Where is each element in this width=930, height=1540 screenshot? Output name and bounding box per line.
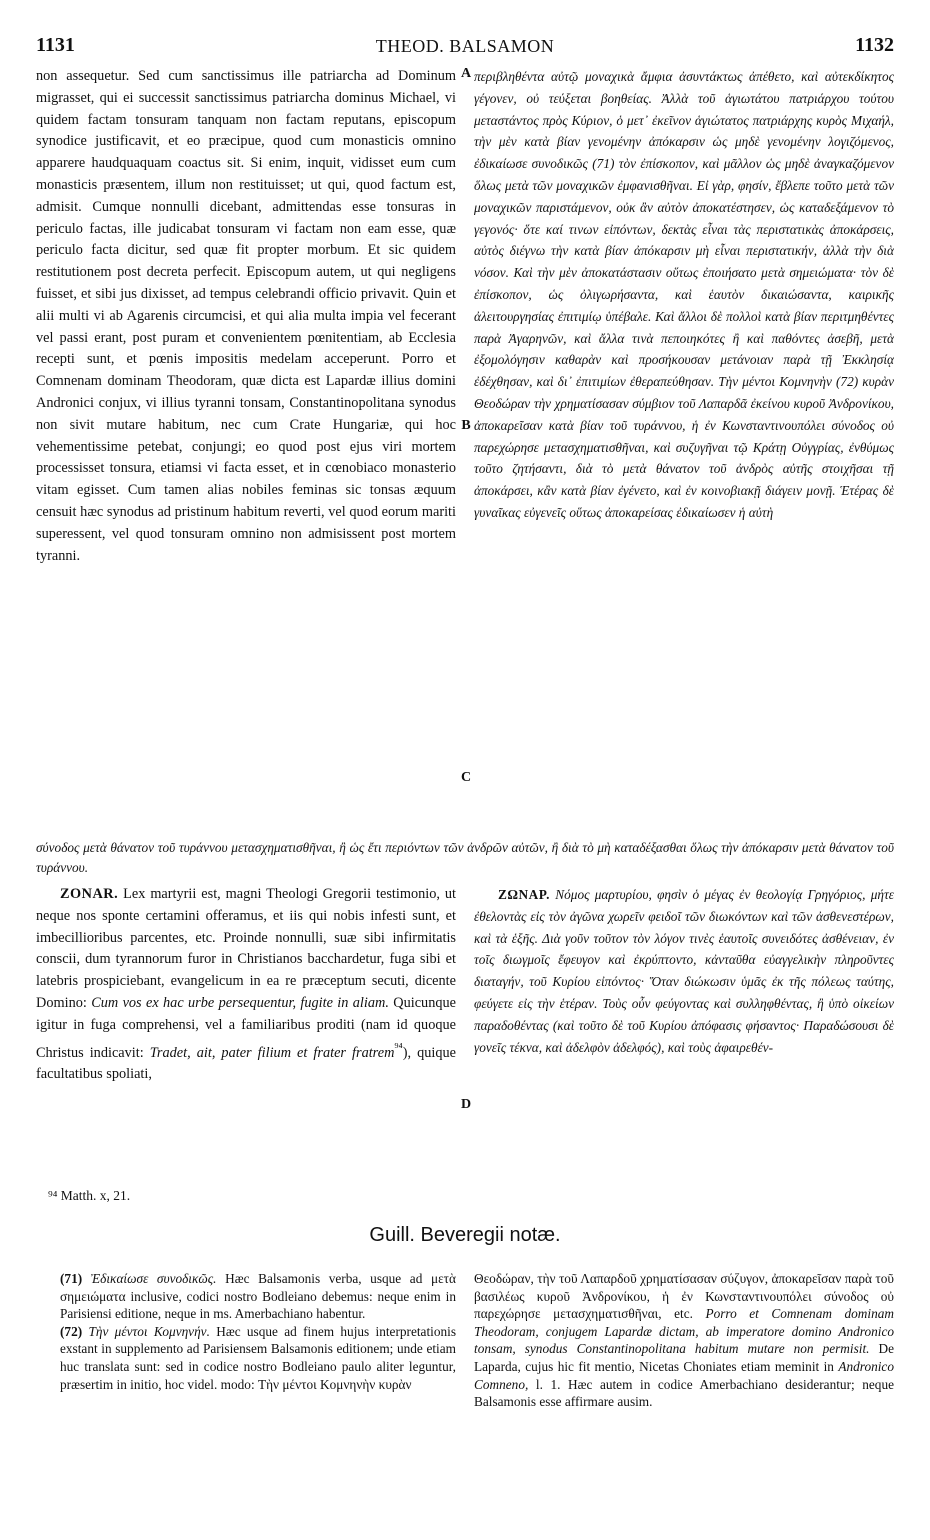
note-continuation xyxy=(474,1270,894,1411)
note-number: (72) xyxy=(60,1323,83,1339)
page-header xyxy=(36,34,894,60)
note-71 xyxy=(60,1270,456,1323)
note-72 xyxy=(60,1323,456,1393)
note-text: Hæc Balsamonis verba, usque ad μετὰ σημειώματα inclusive, codici nostro Bodleiano debemus: neque enim in Parisiensi editione, neque in ms. Amerbachiano habentur. xyxy=(60,1271,456,1322)
latin-column-top xyxy=(36,66,456,836)
greek-paragraph: περιβληθέντα αὐτῷ μοναχικὰ ἄμφια ἀσυντάκτως ἀπέθετο, καὶ αὐτεκδίκητος γέγονεν, οὐ τεύξεται βοηθείας. Ἀλλὰ τοῦ ἁγιωτάτου πατριάρχου τούτου μεταστάντος πρὸς Κύριον, ὁ μετ᾽ ἐκεῖνον ἁγιώτατος πατριάρχης κυρὸς Μιχαήλ, τὴν μὲν κατὰ βίαν γενομένην ἀπόκαρσιν ὡς μηδὲ γενομένην λογιζόμενος, ἐδικαίωσε συνοδικῶς (71) τὸν ἐπίσκοπον, καὶ μᾶλλον ὡς μηδὲ ἀναγκαζόμενον ὅλως μετὰ τῶν μοναχικῶν ἐμφανισθῆναι. Εἰ γὰρ, φησίν, ἔβλεπε τοῦτο μετὰ τῶν μοναχικῶν παριστάμενον, οὐκ ἂν αὐτὸν ἀποκατέστησεν, ὡς καταδεξάμενον τὸ γεγονός· ὅτε καί τινων εἰπόντων, δεκτὰς εἶναι τὰς περιστατικὰς ἀποκάρσεις, αὐτὸς διέγνω τὴν κατὰ βίαν ἀπόκαρσιν μὴ εἶναι περιστατικήν, ἀλλὰ τὴν διὰ νόσον. Καὶ τὴν μὲν ἀποκατάστασιν οὕτως ἐποιήσατο μετὰ σημειώματα· τὸν δὲ ἐπίσκοπον, ὡς ὀλιγωρήσαντα, καὶ ἑαυτὸν δικαιώσαντα, καιρικῆς ἀλειτουργησίας ἐπιτιμίῳ ὑπέβαλε. Καὶ ἄλλοι δὲ πολλοὶ κατὰ βίαν περιτμηθέντες παρὰ Ἀγαρηνῶν, καὶ ἄλλα τινὰ πεποιηκότες ἢ καὶ παθόντες ἀσεβῆ, μετὰ ἐξομολόγησιν καθαρὰν καὶ προσήκουσαν μετάνοιαν παρὰ τῇ Ἐκκλησίᾳ ἐδέχθησαν, καὶ δι᾽ ἐπιτιμίων ἐθεραπεύθησαν. Τὴν μέντοι Κομνηνὴν (72) κυρὰν Θεοδώραν τὴν χρηματίσασαν σύμβιον τοῦ Λαπαρδᾶ ἐκείνου κυροῦ Ἀνδρονίκου, ἀποκαρεῖσαν κατὰ βίαν τοῦ τυράννου, ἡ ἐν Κωνσταντινουπόλει σύνοδος οὐ παρεχώρησε μετασχηματισθῆναι, καὶ συζυγῆναι τῷ Κράτῃ Οὐγγρίας, ἐνθύμως τοῦτο ζητήσαντι, διὰ τὸ μετὰ θάνατον τοῦ ἀνδρὸς αὐτῆς στοιχῆσαι τῇ ἀποκάρσει, κἂν κατὰ βίαν ἐγένετο, καὶ ἐν κοινοβιακῇ διάγειν μονῇ. Ἑτέρας δὲ γυναῖκας εὐγενεῖς οὕτως ἀποκαρείσας ἐδικαίωσεν ἡ αὐτὴ xyxy=(474,69,894,520)
note-lemma: Τὴν μέντοι Κομνηνήν. xyxy=(88,1323,210,1339)
greek-span-paragraph: σύνοδος μετὰ θάνατον τοῦ τυράννου μετασχηματισθῆναι, ἢ ὡς ἔτι περιόντων τῶν ἀνδρῶν αὐτῶν, ἢ διὰ τὸ μὴ καταδέξασθαι ὅλως τὴν ἀπόκαρσιν μετὰ θάνατον τοῦ τυράννου. xyxy=(36,840,894,875)
greek-spanning-text xyxy=(36,838,894,882)
page-number-right: 1132 xyxy=(855,34,894,56)
speaker-label-greek: ΖΩΝΑΡ. xyxy=(498,887,550,902)
note-latin-italic: Porro et Comnenam dominam Theodoram, conjugem Lapardæ dictam, ab imperatore domino Andronico tonsam, synodus Constantinopolitana habitum mutare non permisit. xyxy=(474,1306,894,1357)
latin-quote-2: Tradet, ait, pater filium et frater fratrem xyxy=(149,1044,395,1061)
notes-left-column xyxy=(60,1270,456,1520)
greek-column-bottom xyxy=(474,884,894,1172)
page-number-left: 1131 xyxy=(36,34,75,56)
latin-zonaras-paragraph xyxy=(36,884,456,1086)
greek-text: Νόμος μαρτυρίου, φησὶν ὁ μέγας ἐν θεολογίᾳ Γρηγόριος, μήτε ἐθελοντὰς εἰς τὸν ἀγῶνα χωρεῖν φειδοῖ τῶν διωκόντων καὶ τῶν ἀσθενεστέρων, καὶ τὰ ἑξῆς. Διὰ γοῦν τοῦτον τὸν λόγον τινὲς ἑαυτοῖς συνειδότες ἀσθένειαν, ἐν τοῖς διωγμοῖς ἔφευγον καὶ ἐκρύπτοντο, κἀνταῦθα εὐαγγελικὴν πληροῦντες διαταγήν, τοῦ Κυρίου εἰπόντος· Ὅταν διώκωσιν ὑμᾶς ἐκ τῆς πόλεως ταύτης, φεύγετε εἰς τὴν ἑτέραν. Τοὺς οὖν φεύγοντας καὶ συλληφθέντας, ἢ ὑπὸ οἰκείων παραδοθέντας (καὶ τοῦτο δὲ τοῦ Κυρίου ἀπόφασις φήσαντος· Παραδώσουσι δὲ γονεῖς τέκνα, καὶ ἀδελφὸν ἀδελφός), καὶ τοὺς ἀφαιρεθέν- xyxy=(474,887,894,1055)
latin-quote: Cum vos ex hac urbe persequentur, fugite in aliam. xyxy=(91,994,389,1011)
note-number: (71) xyxy=(60,1271,83,1286)
latin-text-2: Quicunque igitur in fuga comprehensi, vel a familiaribus proditi (nam id quoque Christus indicavit: xyxy=(36,994,456,1061)
note-text: De Laparda, cujus hic fit mentio, Nicetas Choniates etiam meminit in xyxy=(474,1341,894,1374)
speaker-label: ZONAR. xyxy=(60,886,119,902)
footnote: ⁹⁴ Matth. x, 21. xyxy=(48,1188,131,1203)
margin-marker-b: B xyxy=(461,418,471,433)
margin-marker-c: C xyxy=(460,770,472,785)
latin-paragraph: non assequetur. Sed cum sanctissimus ille patriarcha ad Dominum migrasset, qui ei successit sanctissimus patriarcha dominus Michael, vi quidem factam tonsuram tanquam non factam reputans, episcopum synodice justificavit, et eo præcipue, quod cum monasticis omnino apparere haudquaquam coactus sit. Si enim, inquit, vidisset eum cum monasticis præsentem, illum non restituisset; ut qui, quod factum est, admisit. Cumque nonnulli dicebant, admittendas esse tonsuras in periculo factas, ille judicabat tonsuram vi factam non eam esse, quæ periculo facta dicitur, sed quæ fit propter morbum. Et sic quidem restitutionem post decreta perfecit. Episcopum autem, ut qui negligens fuisset, et sibi jus dixisset, ad tempus celebrandi officio privavit. Quin et alii multi vi ab Agarenis circumcisi, et qui alia multa impia vel fecerant vel passi erant, post puram et convenientem pœnitentiam, ab Ecclesia recepti sunt, et pœnis impositis medelam acceperunt. Porro et Comnenam dominam Theodoram, quæ dicta est Lapardæ illius domini Andronici conjux, vi illius tyranni tonsam, Constantinopolitana synodus non sivit mutare habitum, nec cum Crate Hungariæ, qui hoc vehementissime petebat, conjungi; eo quod post ejus viri mortem processisset tonsura, etiamsi vi facta esset, et in cœnobiaco monasterio vitam egisset. Cum tamen alias nobiles feminas sic tonsas æquum censuit hæc synodus ad pristinum habitum reverti, vel quod eorum mariti superessent, vel quod tonsuram omnino non admisissent post mortem tyranni. xyxy=(36,68,456,564)
note-citation: Andronico Comneno, xyxy=(474,1358,894,1392)
notes-title: Guill. Beveregii notæ. xyxy=(369,1224,561,1246)
note-text: Hæc usque ad finem hujus interpretationis exstant in supplemento ad Parisiensem Balsamonis editionem; unde etiam huc translata sunt: sed in codice nostro Bodleiano paulo aliter leguntur, præsertim in initio, hoc videl. modo: Τὴν μέντοι Κομνηνὴν κυρὰν xyxy=(60,1323,456,1392)
greek-zonaras-paragraph xyxy=(474,884,894,1058)
latin-text-3: ), quique facultatibus spoliati, xyxy=(36,1044,456,1083)
note-lemma: Ἐδικαίωσε συνοδικῶς. xyxy=(90,1271,217,1286)
margin-marker-a: A xyxy=(460,66,472,81)
running-title: THEOD. BALSAMON xyxy=(375,36,555,56)
margin-marker-d: D xyxy=(460,1097,472,1112)
latin-column-bottom xyxy=(36,884,456,1172)
footnote-reference: ⁹⁴ xyxy=(394,1039,403,1054)
note-greek: Θεοδώραν, τὴν τοῦ Λαπαρδοῦ χρηματίσασαν σύζυγον, ἀποκαρεῖσαν παρὰ τοῦ βασιλέως κυροῦ Ἀνδρονίκου, ἡ ἐν Κωνσταντινουπόλει σύνοδος οὐ παρεχώρησε μετασχηματισθῆναι, etc. xyxy=(474,1271,894,1322)
notes-right-column xyxy=(474,1270,894,1520)
note-text-end: l. 1. Hæc autem in codice Amerbachiano desiderantur; neque Balsamonis esse affirmare ausim. xyxy=(474,1376,894,1410)
latin-text: Lex martyrii est, magni Theologi Gregorii testimonio, ut neque nos sponte certamini offeramus, et iis qui nobis infesti sunt, et imbecillioribus parcentes, etc. Proinde nonnulli, suæ sibi infirmitatis conscii, dum tyrannorum furor in Christianos bacchardetur, fuga sibi et latebris prospiciebant, evangelicum in ea re præceptum secuti, dicente Domino: xyxy=(36,886,456,1011)
greek-column-top xyxy=(474,66,894,836)
